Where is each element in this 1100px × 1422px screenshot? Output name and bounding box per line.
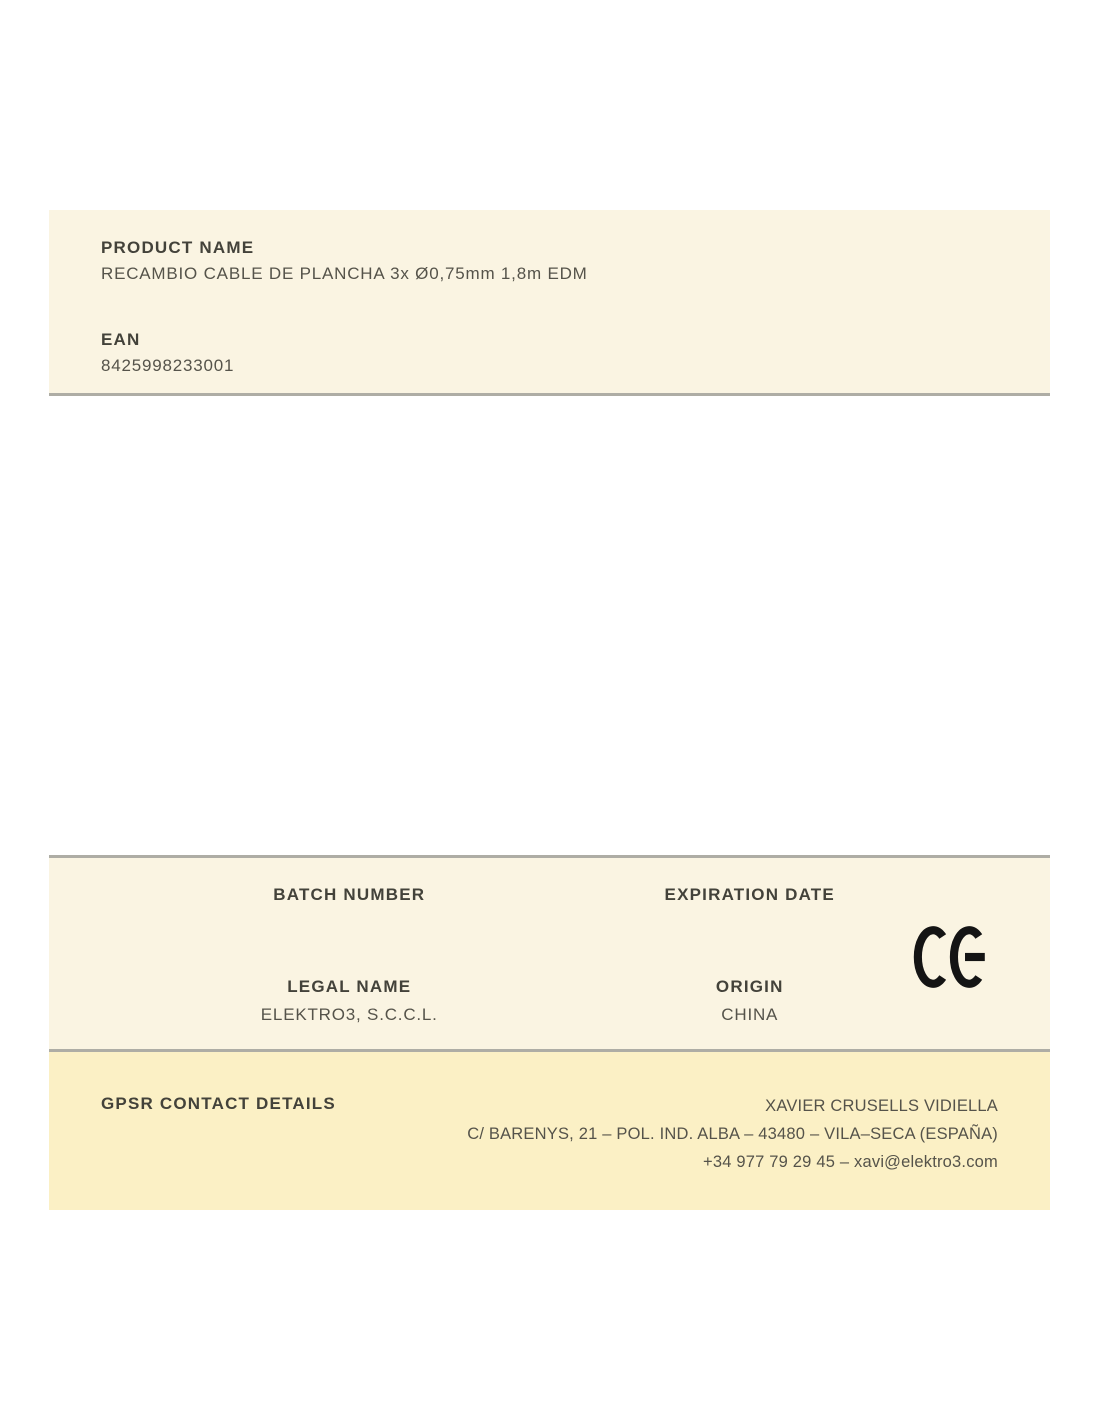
contact-phone-email: +34 977 79 29 45 – xavi@elektro3.com xyxy=(702,1153,998,1171)
details-right-column xyxy=(550,883,951,1027)
product-name-label: PRODUCT NAME xyxy=(101,238,255,257)
legal-name-field xyxy=(149,975,550,1027)
batch-number-label: BATCH NUMBER xyxy=(273,885,426,904)
legal-name-value: ELEKTRO3, S.C.C.L. xyxy=(260,1005,438,1024)
product-name-value: RECAMBIO CABLE DE PLANCHA 3x Ø0,75mm 1,8m EDM xyxy=(101,264,588,283)
origin-label: ORIGIN xyxy=(715,977,784,996)
details-section xyxy=(49,855,1050,1052)
ean-label: EAN xyxy=(101,330,141,349)
details-left-column xyxy=(149,883,550,1027)
legal-name-label: LEGAL NAME xyxy=(287,977,412,996)
expiration-date-label: EXPIRATION DATE xyxy=(664,885,835,904)
ean-value: 8425998233001 xyxy=(101,356,235,375)
ean-field xyxy=(101,328,998,378)
contact-lines xyxy=(467,1092,998,1176)
origin-value: CHINA xyxy=(721,1005,779,1024)
product-name-field xyxy=(101,236,998,286)
contact-section xyxy=(49,1052,1050,1210)
origin-field xyxy=(550,975,951,1027)
ce-mark-icon xyxy=(913,925,992,989)
contact-address: C/ BARENYS, 21 – POL. IND. ALBA – 43480 – VILA–SECA (ESPAÑA) xyxy=(467,1125,998,1143)
expiration-date-field xyxy=(550,883,951,907)
batch-number-field xyxy=(149,883,550,907)
contact-person-name: XAVIER CRUSELLS VIDIELLA xyxy=(765,1097,998,1115)
details-grid xyxy=(149,883,950,1027)
gpsr-contact-label: GPSR CONTACT DETAILS xyxy=(101,1094,336,1113)
product-section xyxy=(49,210,1050,396)
